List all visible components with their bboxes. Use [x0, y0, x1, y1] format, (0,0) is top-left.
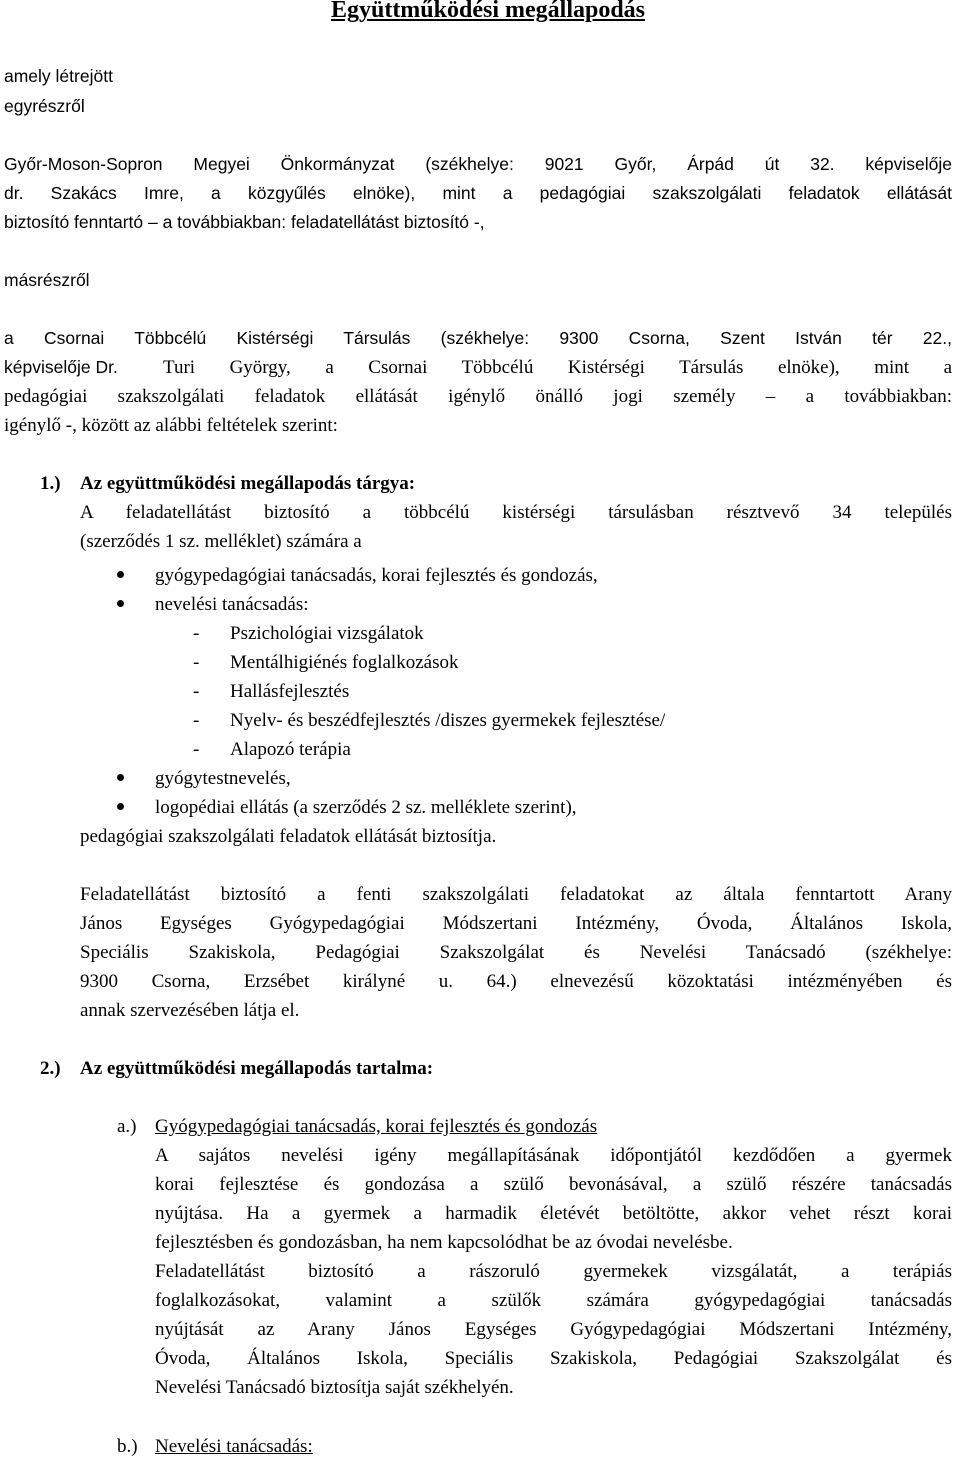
party1-line-1: Győr-Moson-Sopron Megyei Önkormányzat (székhelye: 9021 Győr, Árpád út 32. képviselője: [4, 154, 952, 174]
section1-number: 1.): [40, 473, 61, 494]
section2a-para1-line-4: fejlesztésben és gondozásban, ha nem kapcsolódhat be az óvodai nevelésbe.: [155, 1232, 733, 1253]
section2a-para2-line-1: Feladatellátást biztosító a rászoruló gyermekek vizsgálatát, a terápiás: [155, 1261, 952, 1282]
bullet-item-logopediai: logopédiai ellátás (a szerződés 2 sz. melléklete szerint),: [155, 797, 577, 818]
party2-line-3: pedagógiai szakszolgálati feladatok ellátását igénylő önálló jogi személy – a továbbiakban:: [4, 386, 952, 407]
subitem-alapozo: Alapozó terápia: [230, 739, 351, 760]
section2a-label: a.): [117, 1116, 137, 1137]
bullet-icon: [117, 803, 124, 810]
party2-line-1: a Csornai Többcélú Kistérségi Társulás (székhelye: 9300 Csorna, Szent István tér 22.,: [4, 328, 952, 348]
section1-line-2: (szerződés 1 sz. melléklet) számára a: [80, 531, 362, 552]
bullet-icon: [117, 600, 124, 607]
dash-marker: -: [193, 623, 200, 644]
section1-line-1: A feladatellátást biztosító a többcélú kistérségi társulásban résztvevő 34 település: [80, 502, 952, 523]
section2a-para2-line-5: Nevelési Tanácsadó biztosítja saját székhelyén.: [155, 1377, 514, 1398]
document-title: Együttműködési megállapodás: [330, 0, 646, 23]
section2b-heading: Nevelési tanácsadás:: [155, 1436, 313, 1457]
party2-line-2b: Turi György, a Csornai Többcélú Kistérségi Társulás elnöke), mint a: [163, 357, 952, 378]
bullet-item-gyogytestneveles: gyógytestnevelés,: [155, 768, 291, 789]
subitem-mentalhigienes: Mentálhigiénés foglalkozások: [230, 652, 459, 673]
party2-line-2a: képviselője Dr.: [4, 357, 118, 377]
bullet-item-tanacsadas: gyógypedagógiai tanácsadás, korai fejlesztés és gondozás,: [155, 565, 598, 586]
party1-line-3: biztosító fenntartó – a továbbiakban: feladatellátást biztosító -,: [4, 212, 485, 232]
section1-closing: pedagógiai szakszolgálati feladatok ellátását biztosítja.: [80, 826, 497, 847]
paragraph2-line-1: Feladatellátást biztosító a fenti szakszolgálati feladatokat az általa fenntartott Arany: [80, 884, 952, 905]
party1-line-2: dr. Szakács Imre, a közgyűlés elnöke), mint a pedagógiai szakszolgálati feladatok ellátását: [4, 183, 952, 203]
section2-number: 2.): [40, 1058, 61, 1079]
subitem-hallasfejlesztes: Hallásfejlesztés: [230, 681, 350, 702]
bullet-icon: [117, 774, 124, 781]
subitem-pszichologiai: Pszichológiai vizsgálatok: [230, 623, 424, 644]
section2a-para1-line-2: korai fejlesztése és gondozása a szülő bevonásával, a szülő részére tanácsadás: [155, 1174, 952, 1195]
bullet-item-nevelesi: nevelési tanácsadás:: [155, 594, 309, 615]
section2a-para2-line-4: Óvoda, Általános Iskola, Speciális Szakiskola, Pedagógiai Szakszolgálat és: [155, 1348, 952, 1369]
intro-line-2: egyrészről: [4, 96, 85, 116]
intro-line-1: amely létrejött: [4, 66, 113, 86]
paragraph2-line-3: Speciális Szakiskola, Pedagógiai Szakszolgálat és Nevelési Tanácsadó (székhelye:: [80, 942, 952, 963]
section1-heading: Az együttműködési megállapodás tárgya:: [80, 473, 416, 494]
subitem-nyelv: Nyelv- és beszédfejlesztés /diszes gyermekek fejlesztése/: [230, 710, 666, 731]
dash-marker: -: [193, 739, 200, 760]
section2a-para2-line-2: foglalkozásokat, valamint a szülők számára gyógypedagógiai tanácsadás: [155, 1290, 952, 1311]
dash-marker: -: [193, 652, 200, 673]
paragraph2-line-4: 9300 Csorna, Erzsébet királyné u. 64.) elnevezésű közoktatási intézményében és: [80, 971, 952, 992]
section2a-para1-line-3: nyújtása. Ha a gyermek a harmadik életévét betöltötte, akkor vehet részt korai: [155, 1203, 952, 1224]
section2-heading: Az együttműködési megállapodás tartalma:: [80, 1058, 434, 1079]
party2-line-4: igénylő -, között az alábbi feltételek szerint:: [4, 415, 338, 436]
paragraph2-line-5: annak szervezésében látja el.: [80, 1000, 300, 1021]
dash-marker: -: [193, 710, 200, 731]
masreszrol-label: másrészről: [4, 270, 90, 290]
section2a-para2-line-3: nyújtását az Arany János Egységes Gyógypedagógiai Módszertani Intézmény,: [155, 1319, 952, 1340]
section2a-para1-line-1: A sajátos nevelési igény megállapításának időpontjától kezdődően a gyermek: [155, 1145, 952, 1166]
section2a-heading: Gyógypedagógiai tanácsadás, korai fejlesztés és gondozás: [155, 1116, 598, 1137]
paragraph2-line-2: János Egységes Gyógypedagógiai Módszertani Intézmény, Óvoda, Általános Iskola,: [80, 913, 952, 934]
section2b-label: b.): [117, 1436, 138, 1457]
dash-marker: -: [193, 681, 200, 702]
bullet-icon: [117, 571, 124, 578]
